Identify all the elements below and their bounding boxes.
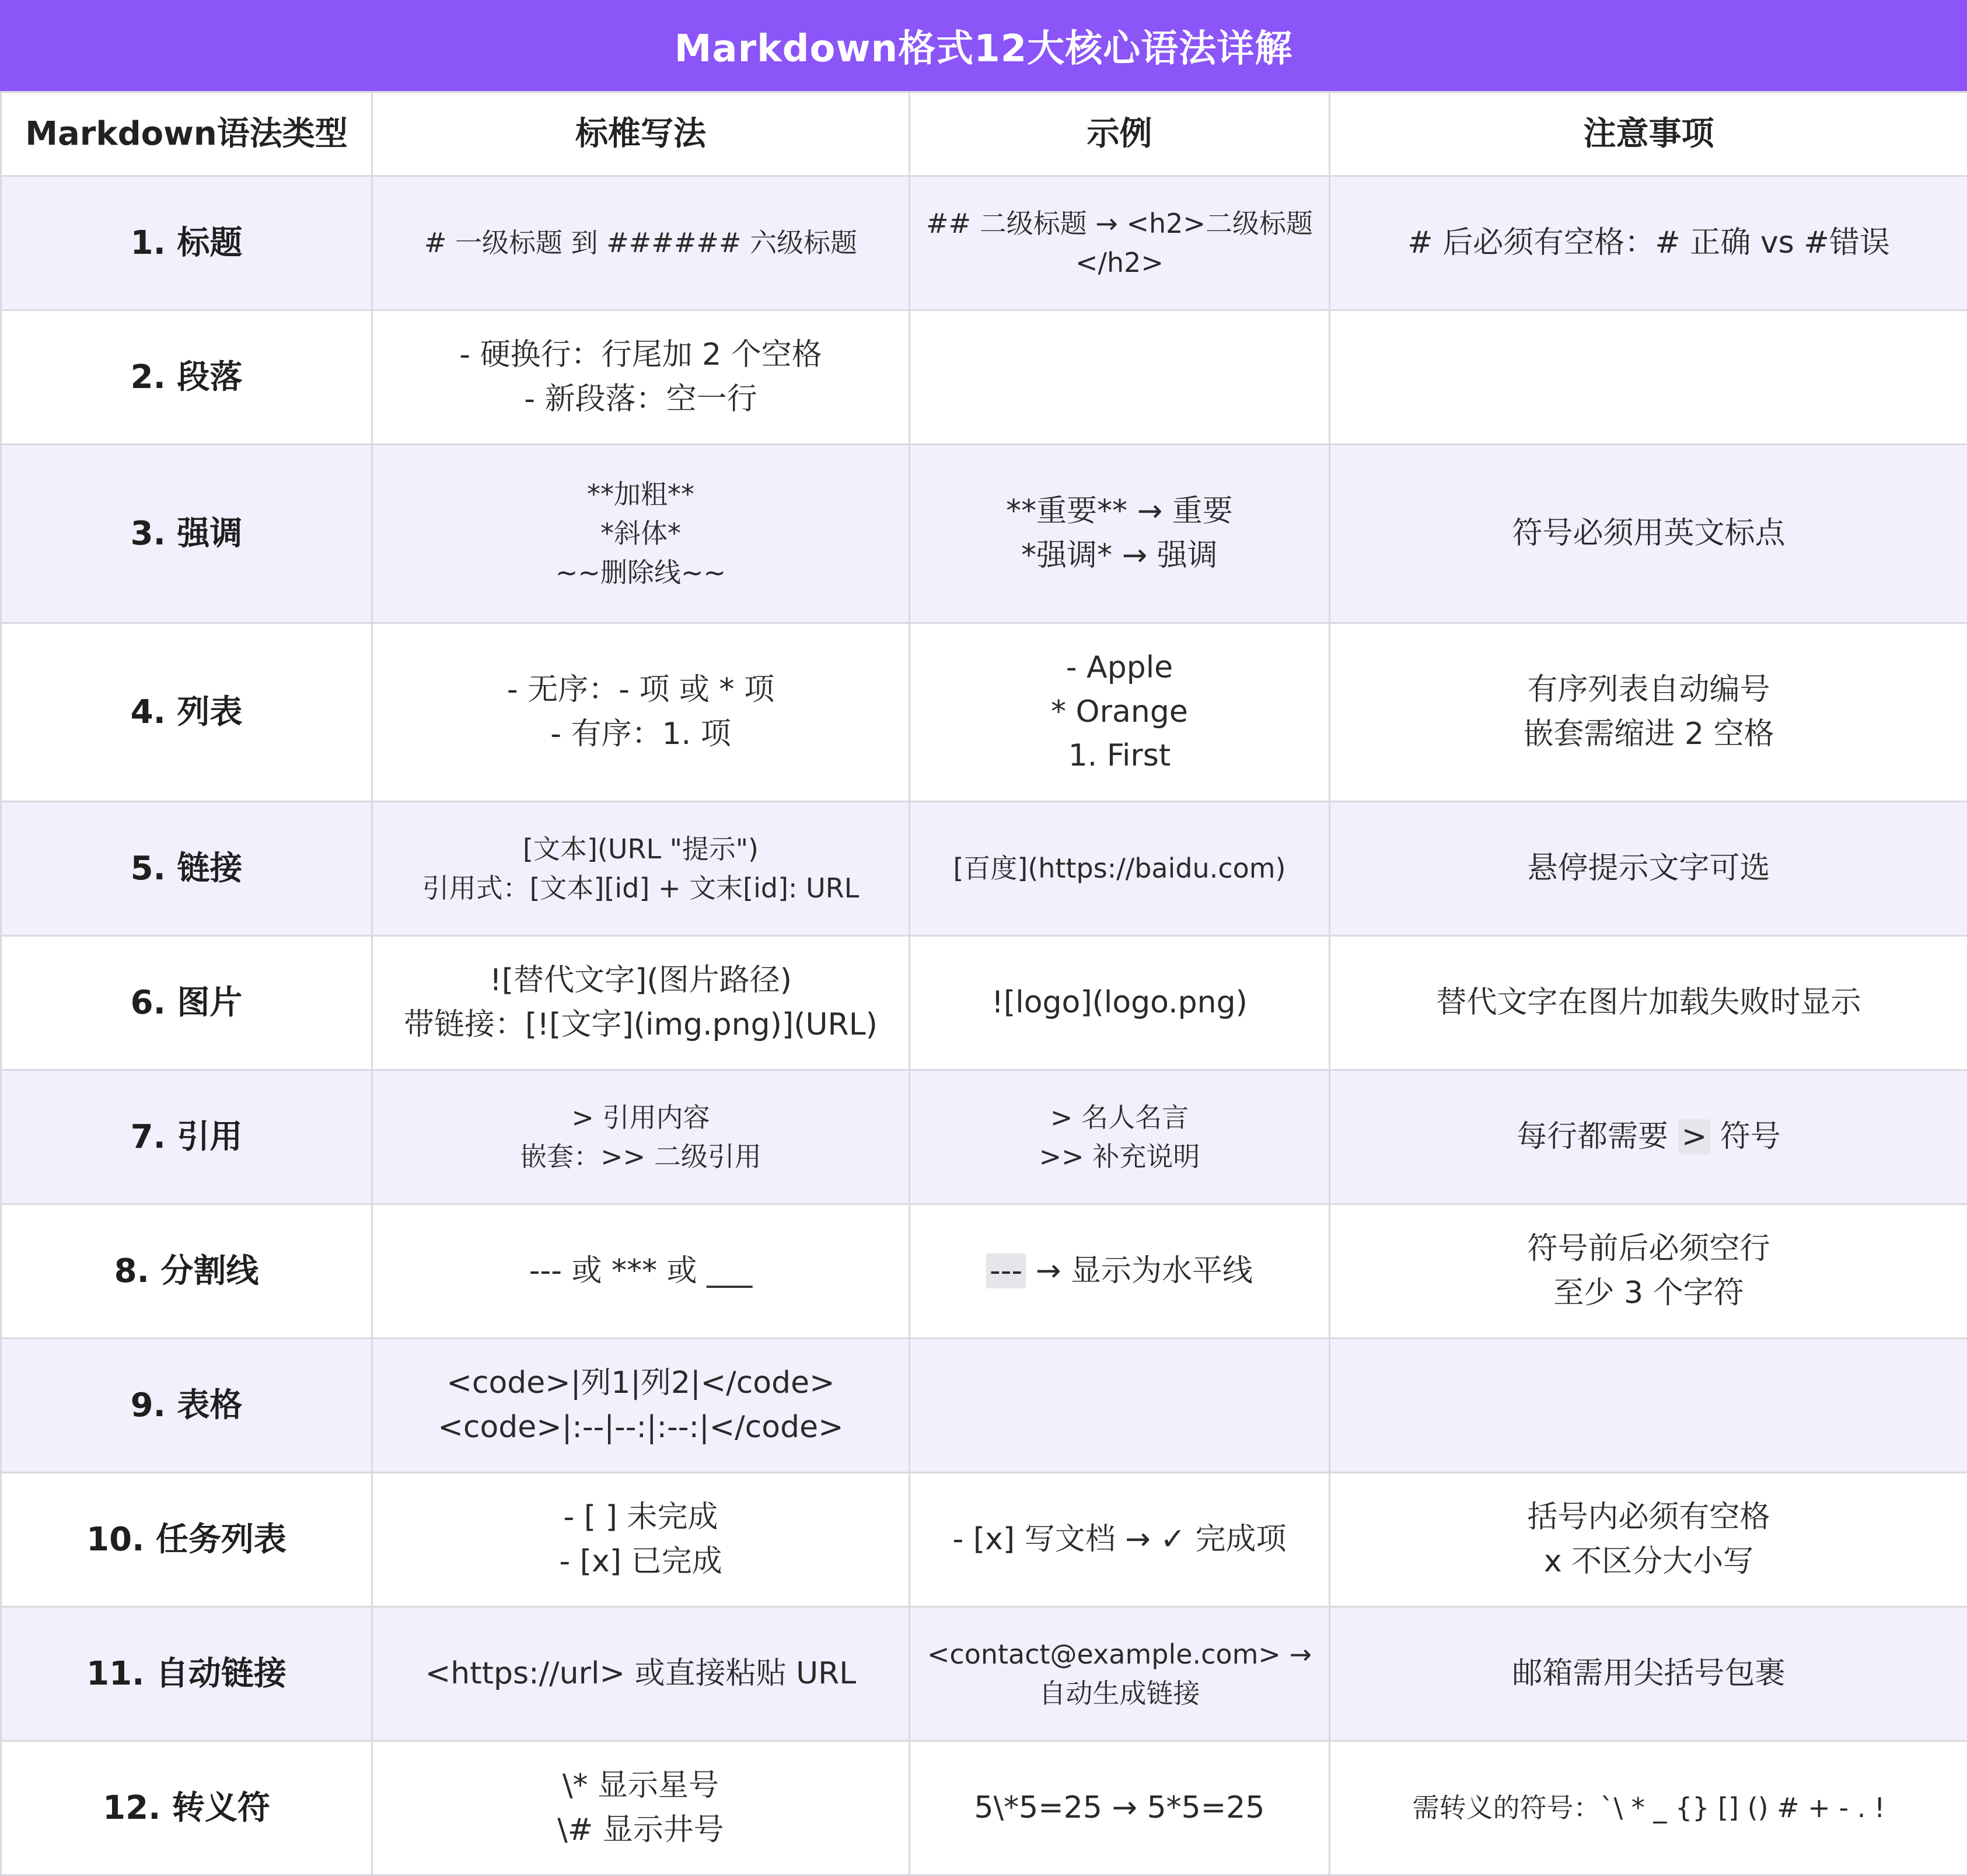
example-cell <box>910 1607 1330 1741</box>
type-cell: 7. 引用 <box>1 1070 372 1204</box>
type-cell: 10. 任务列表 <box>1 1473 372 1607</box>
syntax-cell <box>372 623 910 802</box>
table-row <box>1 310 1967 445</box>
example-cell <box>910 1473 1330 1607</box>
example-cell <box>910 802 1330 936</box>
syntax-line: ~~删除线~~ <box>381 553 900 592</box>
example-line: > 名人名言 <box>918 1098 1320 1137</box>
notes-line: 至少 3 个字符 <box>1339 1271 1959 1315</box>
type-cell: 2. 段落 <box>1 310 372 445</box>
table-row <box>1 802 1967 936</box>
syntax-line: # 一级标题 到 ###### 六级标题 <box>381 223 900 263</box>
table-row <box>1 1070 1967 1204</box>
notes-line: # 后必须有空格：# 正确 vs #错误 <box>1339 221 1959 265</box>
notes-cell <box>1330 310 1967 445</box>
example-cell <box>910 1741 1330 1875</box>
notes-line: 悬停提示文字可选 <box>1339 847 1959 890</box>
syntax-line: <code>|:--|--:|:--:|</code> <box>381 1406 900 1449</box>
example-line: *强调* → 强调 <box>918 534 1320 578</box>
example-line: ## 二级标题 → <h2>二级标题 <box>918 204 1320 243</box>
syntax-line: <https://url> 或直接粘贴 URL <box>381 1652 900 1696</box>
notes-cell <box>1330 1473 1967 1607</box>
example-line: **重要** → 重要 <box>918 490 1320 533</box>
syntax-cell <box>372 1070 910 1204</box>
syntax-line: \# 显示井号 <box>381 1808 900 1852</box>
notes-cell <box>1330 1607 1967 1741</box>
notes-line: 符号必须用英文标点 <box>1339 512 1959 556</box>
column-header-example: 示例 <box>910 92 1330 176</box>
table-row <box>1 445 1967 623</box>
notes-cell <box>1330 623 1967 802</box>
notes-cell <box>1330 1339 1967 1473</box>
syntax-cell <box>372 445 910 623</box>
syntax-line: - 有序：1. 项 <box>381 712 900 756</box>
inline-code-highlight: > <box>1678 1119 1711 1154</box>
table-row <box>1 1339 1967 1473</box>
table-row <box>1 936 1967 1070</box>
syntax-line: 引用式：[文本][id] + 文末[id]: URL <box>381 869 900 908</box>
table-header-row <box>1 92 1967 176</box>
syntax-line: 嵌套：>> 二级引用 <box>381 1137 900 1176</box>
syntax-cell <box>372 936 910 1070</box>
notes-line: 括号内必须有空格 <box>1339 1496 1959 1539</box>
example-line <box>918 1249 1320 1293</box>
notes-line: 嵌套需缩进 2 空格 <box>1339 712 1959 756</box>
syntax-line: - 硬换行：行尾加 2 个空格 <box>381 333 900 377</box>
example-line: - Apple <box>918 646 1320 690</box>
syntax-cell <box>372 1339 910 1473</box>
syntax-line: ![替代文字](图片路径) <box>381 959 900 1002</box>
syntax-line: <code>|列1|列2|</code> <box>381 1361 900 1405</box>
notes-cell <box>1330 1741 1967 1875</box>
syntax-cell <box>372 310 910 445</box>
type-cell: 1. 标题 <box>1 176 372 310</box>
notes-cell <box>1330 802 1967 936</box>
example-cell <box>910 1339 1330 1473</box>
column-header-syntax: 标椎写法 <box>372 92 910 176</box>
notes-line <box>1339 1115 1959 1159</box>
example-line: ![logo](logo.png) <box>918 981 1320 1025</box>
notes-line: 有序列表自动编号 <box>1339 668 1959 712</box>
example-line: 1. First <box>918 734 1320 778</box>
type-cell: 12. 转义符 <box>1 1741 372 1875</box>
example-cell <box>910 1070 1330 1204</box>
page-title: Markdown格式12大核心语法详解 <box>0 0 1967 91</box>
notes-cell <box>1330 1204 1967 1339</box>
inline-code-highlight: --- <box>986 1253 1026 1288</box>
notes-cell <box>1330 1070 1967 1204</box>
table-row <box>1 1607 1967 1741</box>
example-line: 5\*5=25 → 5*5=25 <box>918 1786 1320 1830</box>
syntax-cell <box>372 1204 910 1339</box>
syntax-line: - [x] 已完成 <box>381 1540 900 1584</box>
syntax-cell <box>372 1607 910 1741</box>
type-cell: 6. 图片 <box>1 936 372 1070</box>
notes-line: 替代文字在图片加载失败时显示 <box>1339 981 1959 1025</box>
syntax-table <box>0 91 1967 1876</box>
notes-cell <box>1330 176 1967 310</box>
column-header-notes: 注意事项 <box>1330 92 1967 176</box>
syntax-line: [文本](URL "提示") <box>381 830 900 869</box>
table-row <box>1 1473 1967 1607</box>
example-line: >> 补充说明 <box>918 1137 1320 1176</box>
notes-cell <box>1330 445 1967 623</box>
example-line: - [x] 写文档 → ✓ 完成项 <box>918 1518 1320 1561</box>
type-cell: 11. 自动链接 <box>1 1607 372 1741</box>
example-cell <box>910 936 1330 1070</box>
notes-line: 邮箱需用尖括号包裹 <box>1339 1652 1959 1696</box>
notes-cell <box>1330 936 1967 1070</box>
syntax-line: --- 或 *** 或 ___ <box>381 1249 900 1293</box>
example-cell <box>910 310 1330 445</box>
syntax-line: *斜体* <box>381 514 900 553</box>
syntax-line: **加粗** <box>381 475 900 514</box>
syntax-cell <box>372 1473 910 1607</box>
syntax-cell <box>372 802 910 936</box>
column-header-type: Markdown语法类型 <box>1 92 372 176</box>
type-cell: 9. 表格 <box>1 1339 372 1473</box>
table-row <box>1 176 1967 310</box>
example-line: <contact@example.com> → <box>918 1635 1320 1674</box>
type-cell: 4. 列表 <box>1 623 372 802</box>
table-row <box>1 1741 1967 1875</box>
syntax-line: - [ ] 未完成 <box>381 1496 900 1539</box>
type-cell: 8. 分割线 <box>1 1204 372 1339</box>
notes-text: 每行都需要 <box>1517 1119 1678 1154</box>
table-row <box>1 623 1967 802</box>
example-line: * Orange <box>918 690 1320 734</box>
syntax-cell <box>372 1741 910 1875</box>
example-text: → 显示为水平线 <box>1026 1253 1253 1288</box>
notes-line: 需转义的符号：`\ * _ {} [] () # + - . ! <box>1339 1788 1959 1828</box>
syntax-line: \* 显示星号 <box>381 1764 900 1808</box>
type-cell: 5. 链接 <box>1 802 372 936</box>
example-line: </h2> <box>918 243 1320 282</box>
syntax-cell <box>372 176 910 310</box>
example-line: [百度](https://baidu.com) <box>918 849 1320 888</box>
syntax-line: - 新段落：空一行 <box>381 378 900 421</box>
notes-line: 符号前后必须空行 <box>1339 1227 1959 1271</box>
notes-text: 符号 <box>1710 1119 1781 1154</box>
example-cell <box>910 623 1330 802</box>
notes-line: x 不区分大小写 <box>1339 1540 1959 1584</box>
example-cell <box>910 1204 1330 1339</box>
example-cell <box>910 445 1330 623</box>
syntax-line: - 无序：- 项 或 * 项 <box>381 668 900 712</box>
syntax-line: 带链接：[![文字](img.png)](URL) <box>381 1003 900 1047</box>
type-cell: 3. 强调 <box>1 445 372 623</box>
table-row <box>1 1204 1967 1339</box>
syntax-line: > 引用内容 <box>381 1098 900 1137</box>
example-cell <box>910 176 1330 310</box>
example-line: 自动生成链接 <box>918 1674 1320 1713</box>
